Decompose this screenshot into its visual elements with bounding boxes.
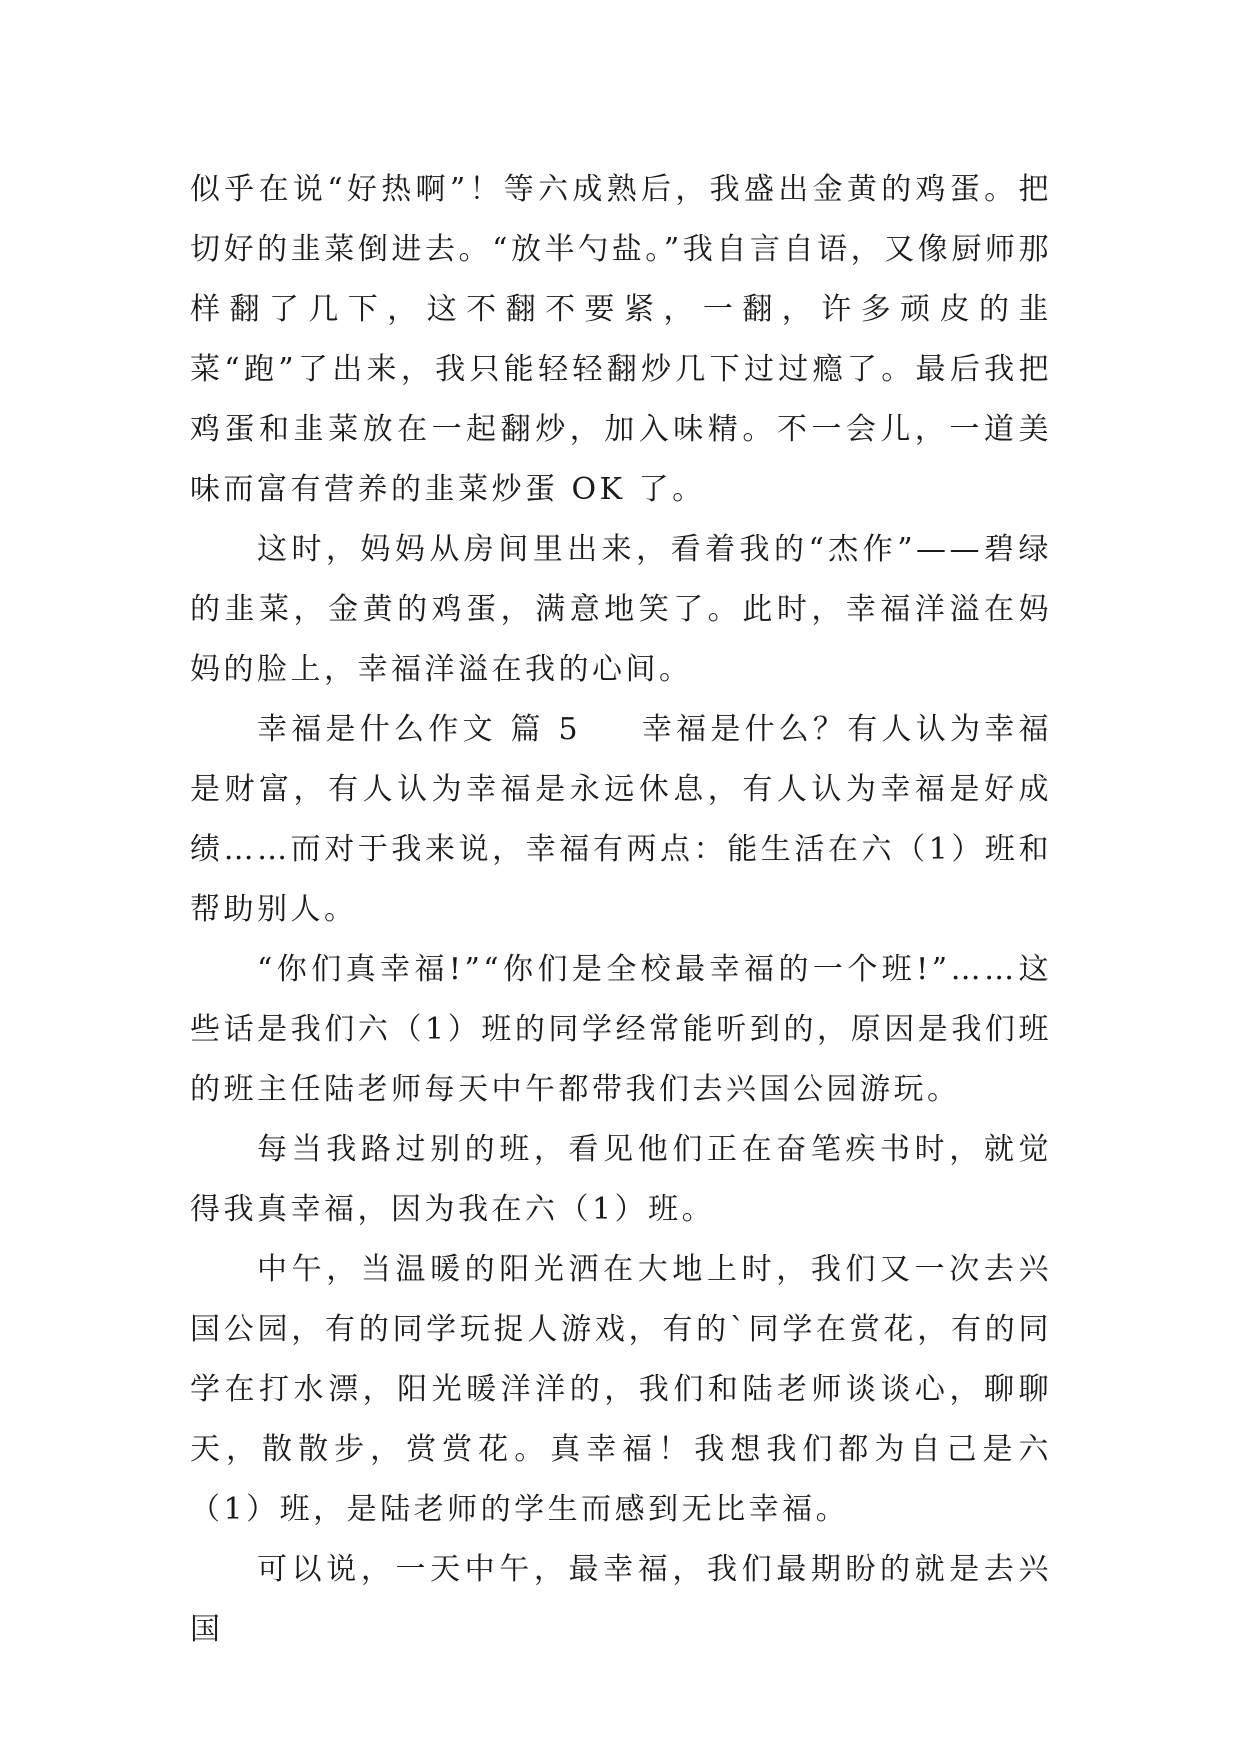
essay-heading: 幸福是什么作文 篇 5 xyxy=(257,712,582,747)
paragraph: “你们真幸福!”“你们是全校最幸福的一个班!”……这些话是我们六（1）班的同学经常能听到的，原因是我们班的班主任陆老师每天中午都带我们去兴国公园游玩。 xyxy=(190,952,1052,1107)
paragraph: 中午，当温暖的阳光洒在大地上时，我们又一次去兴国公园，有的同学玩捉人游戏，有的`同学在赏花，有的同学在打水漂，阳光暖洋洋的，我们和陆老师谈谈心，聊聊天，散散步，赏赏花。真幸福！我想我们都为自己是六（1）班，是陆老师的学生而感到无比幸福。 xyxy=(190,1252,1052,1527)
paragraph-text: 幸福是什么？有人认为幸福是财富，有人认为幸福是永远休息，有人认为幸福是好成绩……而对于我来说，幸福有两点：能生活在六（1）班和帮助别人。 xyxy=(190,712,1052,927)
document-body xyxy=(190,160,1052,1660)
paragraph: 似乎在说“好热啊”！等六成熟后，我盛出金黄的鸡蛋。把切好的韭菜倒进去。“放半勺盐。”我自言自语，又像厨师那样翻了几下，这不翻不要紧，一翻，许多顽皮的韭菜“跑”了出来，我只能轻轻翻炒几下过过瘾了。最后我把鸡蛋和韭菜放在一起翻炒，加入味精。不一会儿，一道美味而富有营养的韭菜炒蛋 OK 了。 xyxy=(190,172,1052,507)
paragraph: 可以说，一天中午，最幸福，我们最期盼的就是去兴国 xyxy=(190,1552,1052,1647)
paragraph: 每当我路过别的班，看见他们正在奋笔疾书时，就觉得我真幸福，因为我在六（1）班。 xyxy=(190,1132,1052,1227)
paragraph: 这时，妈妈从房间里出来，看着我的“杰作”——碧绿的韭菜，金黄的鸡蛋，满意地笑了。此时，幸福洋溢在妈妈的脸上，幸福洋溢在我的心间。 xyxy=(190,532,1052,687)
paragraph-with-heading xyxy=(190,700,1052,940)
